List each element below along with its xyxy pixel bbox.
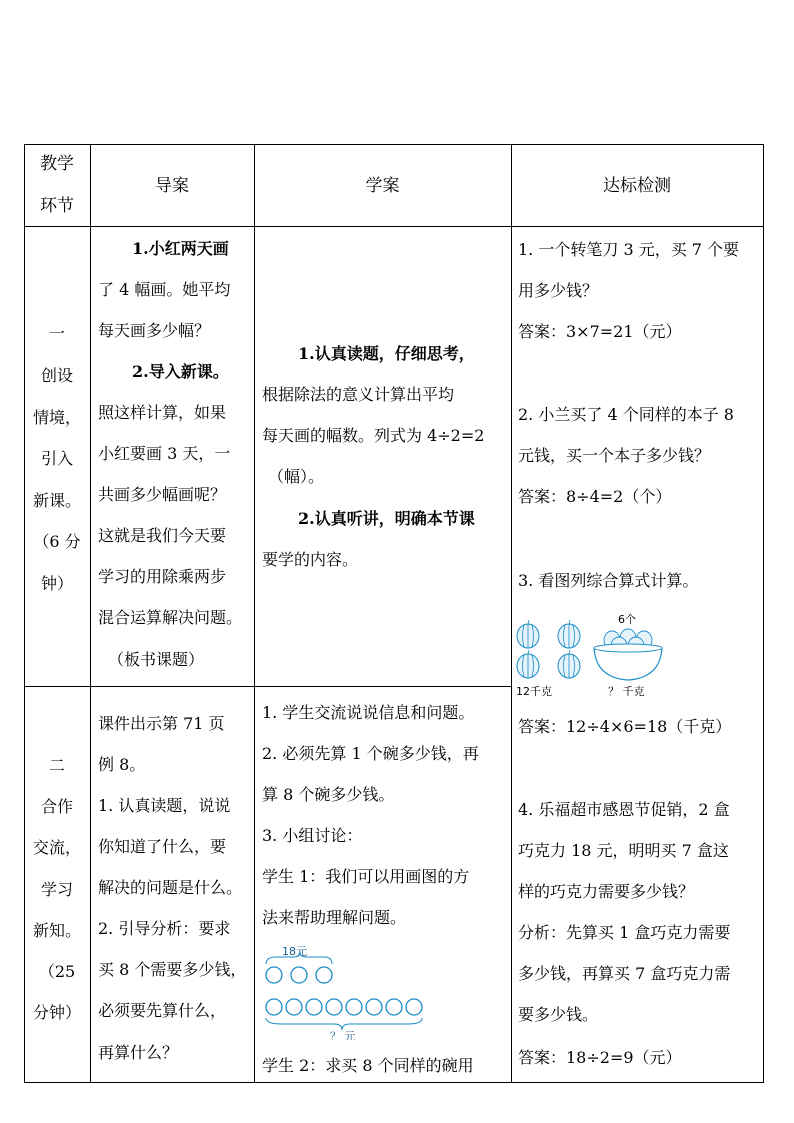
guide-line: 这就是我们今天要 bbox=[98, 526, 227, 545]
stage-text: （6 分 bbox=[33, 532, 81, 551]
test-line: 答案：3×7=21（元） bbox=[518, 322, 682, 341]
header-stage-line1: 教学 bbox=[40, 154, 74, 174]
stage-text: 学习 bbox=[40, 880, 73, 899]
study-line: 1. 学生交流说说信息和问题。 bbox=[262, 703, 475, 722]
test-line: 答案：8÷4=2（个） bbox=[518, 487, 672, 506]
test-line: 1. 一个转笔刀 3 元，买 7 个要 bbox=[518, 240, 740, 259]
stage-text: 合作 bbox=[40, 797, 73, 816]
test-line: 巧克力 18 元，明明买 7 盒这 bbox=[518, 841, 729, 860]
study-line: 法来帮助理解问题。 bbox=[262, 908, 407, 927]
guide-line: 买 8 个需要多少钱， bbox=[98, 960, 247, 979]
guide-line: 再算什么？ bbox=[98, 1043, 179, 1062]
guide-line: 学习的用除乘两步 bbox=[98, 567, 227, 586]
diagram-top-label: 18元 bbox=[282, 945, 307, 958]
guide-line: 课件出示第 71 页 bbox=[98, 714, 225, 733]
stage-text: 钟） bbox=[40, 574, 73, 593]
guide-line: 共画多少幅画呢？ bbox=[98, 485, 227, 504]
pumpkin-right-label: ？ 千克 bbox=[608, 685, 645, 698]
stage-text: 情境， bbox=[32, 408, 81, 427]
stage-text: 新知。 bbox=[32, 921, 81, 940]
guide-line: 每天画多少幅？ bbox=[98, 321, 211, 340]
test-line: 2. 小兰买了 4 个同样的本子 8 bbox=[518, 405, 734, 424]
study-line: 2.认真听讲，明确本节课 bbox=[298, 509, 475, 528]
study-line: 学生 1：我们可以用画图的方 bbox=[262, 867, 470, 886]
header-guide: 导案 bbox=[155, 176, 189, 196]
test-line: 答案：12÷4×6=18（千克） bbox=[518, 717, 732, 736]
header-study: 学案 bbox=[365, 176, 400, 196]
study-line: 3. 小组讨论： bbox=[262, 826, 363, 845]
guide-line: 必须要先算什么， bbox=[98, 1001, 227, 1020]
guide-line: 混合运算解决问题。 bbox=[98, 608, 243, 627]
test-line: 多少钱，再算买 7 盒巧克力需 bbox=[518, 964, 731, 983]
bowl-count-label: 6个 bbox=[618, 613, 636, 626]
stage-text: 创设 bbox=[40, 366, 73, 385]
pumpkin-icon bbox=[517, 624, 580, 678]
guide-line: 1. 认真读题，说说 bbox=[98, 796, 231, 815]
stage-text: 二 bbox=[48, 756, 65, 775]
pumpkin-figure bbox=[512, 608, 664, 700]
guide-line: 了 4 幅画。她平均 bbox=[98, 280, 231, 299]
header-stage-line2: 环节 bbox=[40, 196, 74, 216]
test-line: 样的巧克力需要多少钱？ bbox=[518, 882, 695, 901]
stage-text: 新课。 bbox=[32, 491, 81, 510]
study-line: 算 8 个碗多少钱。 bbox=[262, 785, 395, 804]
study-line: 1.认真读题，仔细思考， bbox=[298, 344, 475, 363]
test-line: 3. 看图列综合算式计算。 bbox=[518, 571, 699, 590]
guide-line: 解决的问题是什么。 bbox=[98, 878, 243, 897]
study-line: 根据除法的意义计算出平均 bbox=[262, 385, 455, 404]
study-line: 学生 2：求买 8 个同样的碗用 bbox=[262, 1056, 474, 1075]
guide-line: （板书课题） bbox=[108, 650, 205, 669]
test-line: 答案：18÷2=9（元） bbox=[518, 1048, 682, 1067]
stage-text: 一 bbox=[48, 324, 65, 343]
header-test: 达标检测 bbox=[603, 176, 671, 196]
guide-line: 2. 引导分析：要求 bbox=[98, 919, 231, 938]
guide-line: 2.导入新课。 bbox=[132, 362, 229, 381]
test-line: 要多少钱。 bbox=[518, 1005, 599, 1024]
test-line: 分析：先算买 1 盒巧克力需要 bbox=[518, 923, 731, 942]
study-line: （幅）。 bbox=[268, 467, 325, 486]
guide-line: 小红要画 3 天，一 bbox=[98, 444, 231, 463]
test-line: 用多少钱？ bbox=[518, 281, 599, 300]
study-line: 要学的内容。 bbox=[262, 550, 359, 569]
study-line: 每天画的幅数。列式为 4÷2=2 bbox=[262, 426, 485, 445]
guide-line: 1.小红两天画 bbox=[132, 239, 229, 258]
guide-line: 例 8。 bbox=[98, 755, 146, 774]
stage-text: 交流， bbox=[32, 838, 81, 857]
pumpkin-left-label: 12千克 bbox=[516, 685, 552, 698]
test-line: 元钱，买一个本子多少钱？ bbox=[518, 446, 711, 465]
stage-text: 引入 bbox=[40, 449, 73, 468]
diagram-bottom-label: ？ 元 bbox=[330, 1030, 356, 1040]
guide-line: 照这样计算，如果 bbox=[98, 403, 227, 422]
circle-diagram bbox=[262, 942, 432, 1040]
test-line: 4. 乐福超市感恩节促销，2 盒 bbox=[518, 800, 730, 819]
stage-text: 分钟） bbox=[32, 1003, 81, 1022]
stage-text: （25 bbox=[38, 962, 76, 981]
study-line: 2. 必须先算 1 个碗多少钱，再 bbox=[262, 744, 479, 763]
guide-line: 你知道了什么，要 bbox=[98, 837, 227, 856]
